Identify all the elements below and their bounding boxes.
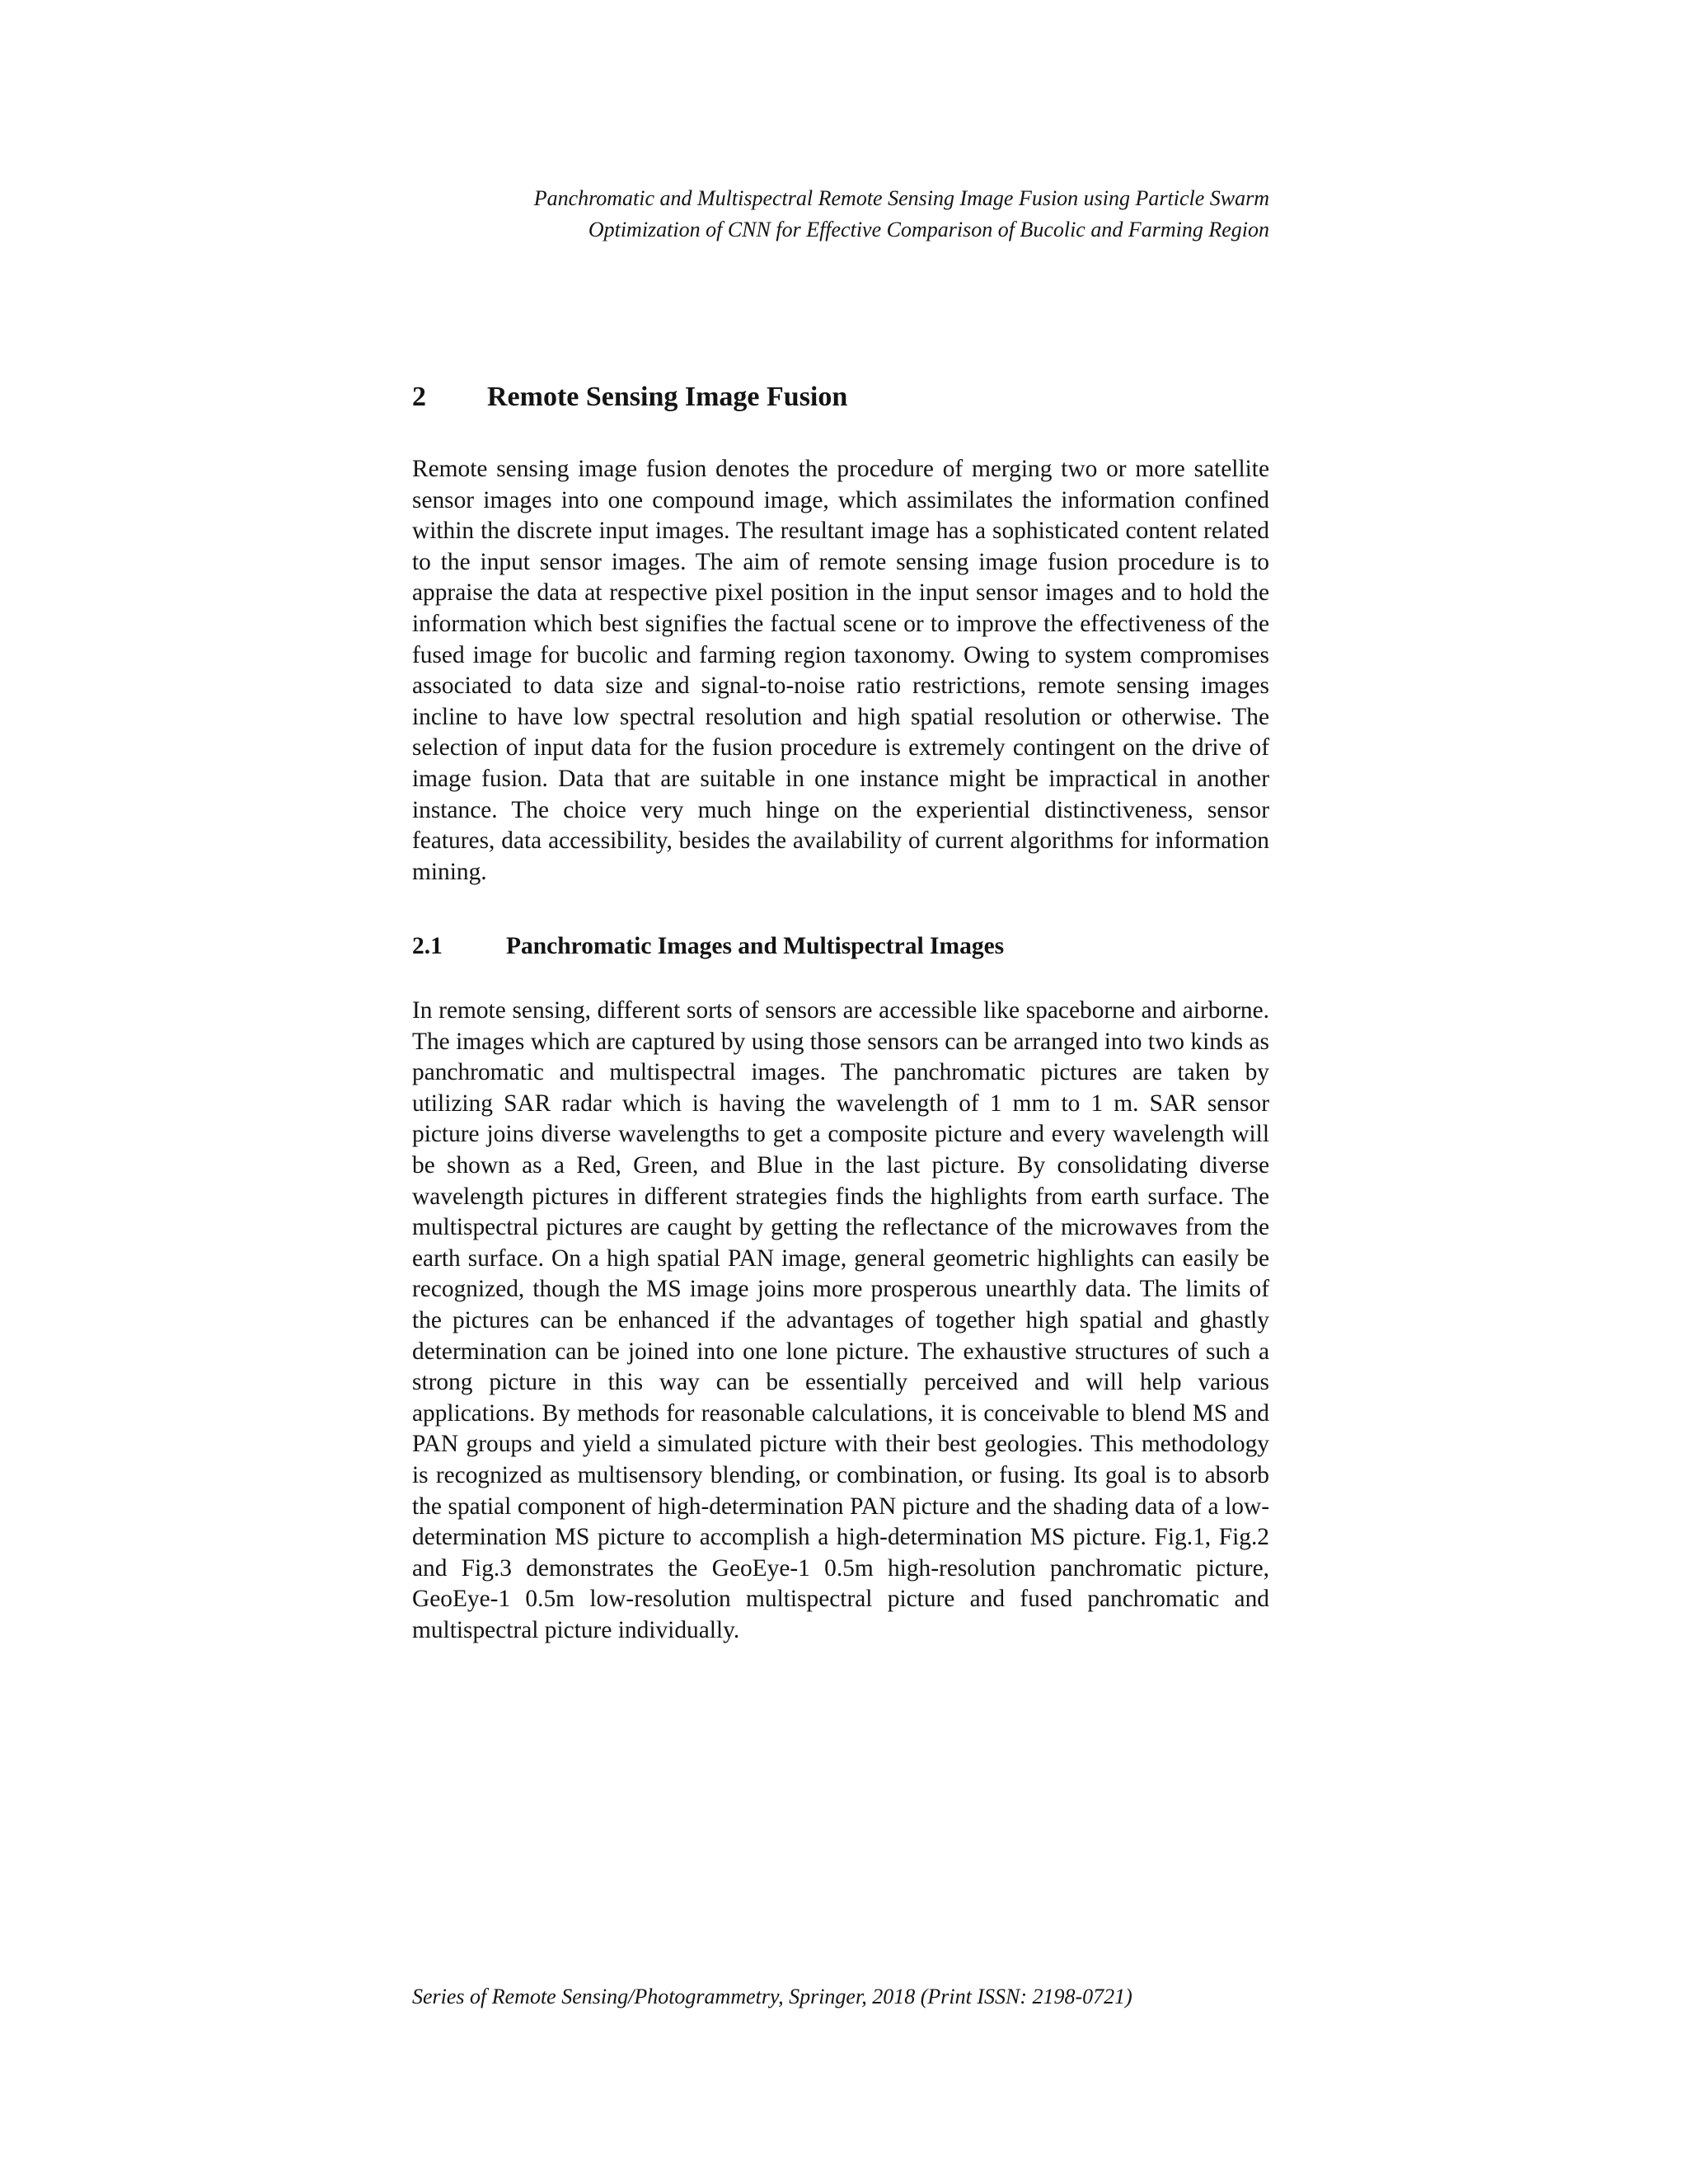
running-header <box>412 183 1269 246</box>
subsection-paragraph: In remote sensing, different sorts of sensors are accessible like spaceborne and airborne. The images which are captured by using those sensors can be arranged into two kinds as panchromatic and multispectral images. The panchromatic pictures are taken by utilizing SAR radar which is having the wavelength of 1 mm to 1 m. SAR sensor picture joins diverse wavelengths to get a composite picture and every wavelength will be shown as a Red, Green, and Blue in the last picture. By consolidating diverse wavelength pictures in different strategies finds the highlights from earth surface. The multispectral pictures are caught by getting the reflectance of the microwaves from the earth surface. On a high spatial PAN image, general geometric highlights can easily be recognized, though the MS image joins more prosperous unearthly data. The limits of the pictures can be enhanced if the advantages of together high spatial and ghastly determination can be joined into one lone picture. The exhaustive structures of such a strong picture in this way can be essentially perceived and will help various applications. By methods for reasonable calculations, it is conceivable to blend MS and PAN groups and yield a simulated picture with their best geologies. This methodology is recognized as multisensory blending, or combination, or fusing. Its goal is to absorb the spatial component of high-determination PAN picture and the shading data of a low-determination MS picture to accomplish a high-determination MS picture. Fig.1, Fig.2 and Fig.3 demonstrates the GeoEye-1 0.5m high-resolution panchromatic picture, GeoEye-1 0.5m low-resolution multispectral picture and fused panchromatic and multispectral picture individually. <box>412 997 1269 1643</box>
running-footer: Series of Remote Sensing/Photogrammetry, Springer, 2018 (Print ISSN: 2198-0721) <box>412 1985 1132 2008</box>
running-header-line-1: Panchromatic and Multispectral Remote Sensing Image Fusion using Particle Swarm <box>533 186 1269 210</box>
running-header-line-2: Optimization of CNN for Effective Comparison of Bucolic and Farming Region <box>588 218 1269 241</box>
section-heading <box>412 379 847 415</box>
subsection-heading <box>412 930 1004 963</box>
section-paragraph: Remote sensing image fusion denotes the procedure of merging two or more satellite sensor images into one compound image, which assimilates the information confined within the discrete input images. The resultant image has a sophisticated content related to the input sensor images. The aim of remote sensing image fusion procedure is to appraise the data at respective pixel position in the input sensor images and to hold the information which best signifies the factual scene or to improve the effectiveness of the fused image for bucolic and farming region taxonomy. Owing to system compromises associated to data size and signal-to-noise ratio restrictions, remote sensing images incline to have low spectral resolution and high spatial resolution or otherwise. The selection of input data for the fusion procedure is extremely contingent on the drive of image fusion. Data that are suitable in one instance might be impractical in another instance. The choice very much hinge on the experiential distinctiveness, sensor features, data accessibility, besides the availability of current algorithms for information mining. <box>412 456 1269 885</box>
subsection-title: Panchromatic Images and Multispectral Images <box>506 933 1005 959</box>
section-number: 2 <box>412 382 426 412</box>
section-title: Remote Sensing Image Fusion <box>487 382 848 412</box>
subsection-number: 2.1 <box>412 933 443 959</box>
